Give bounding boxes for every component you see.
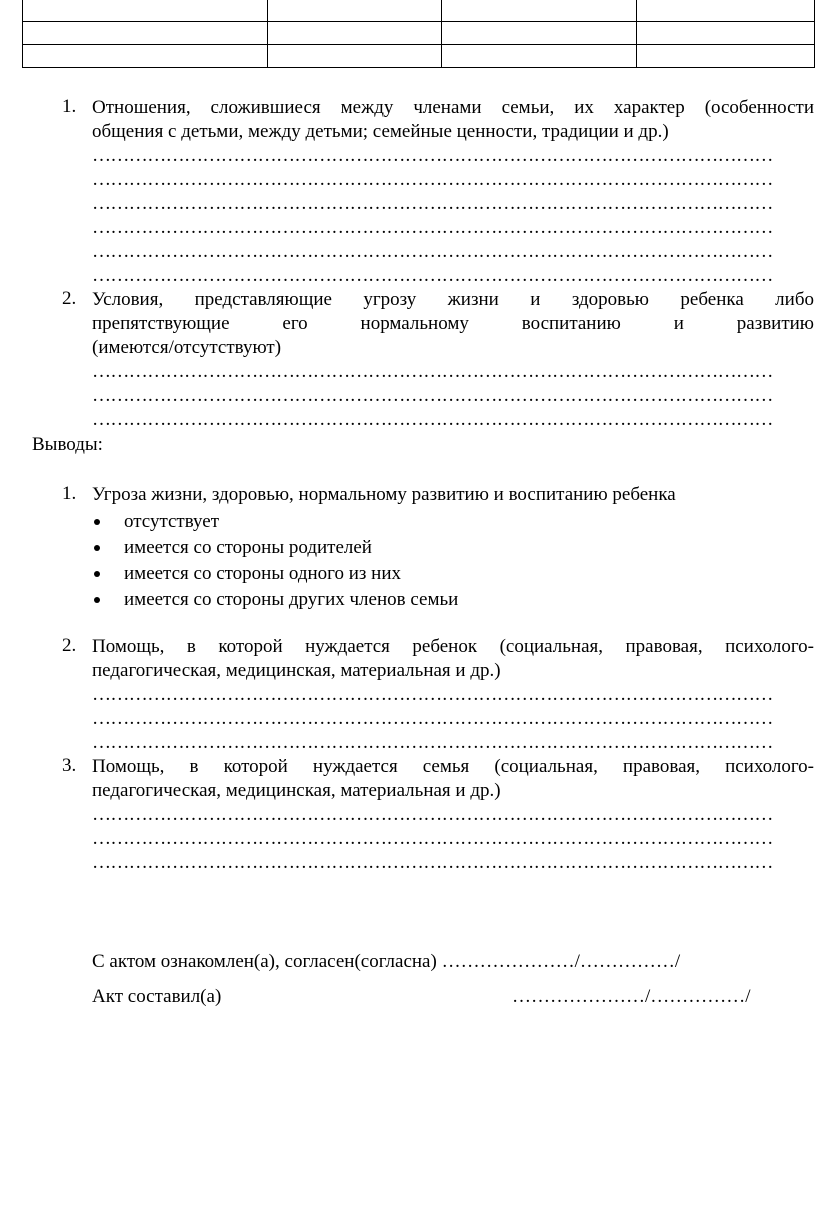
list-item-child-help: [0, 635, 816, 755]
item-text-line: педагогическая, медицинская, материальная и др.): [92, 660, 501, 681]
list-item: имеется со стороны одного из них: [92, 561, 814, 587]
list-item-threat: [0, 483, 816, 613]
item-text-line: педагогическая, медицинская, материальная и др.): [92, 780, 501, 801]
item-text-line: Помощь, в которой нуждается семья (социальная, правовая, психолого-: [92, 756, 814, 777]
item-number: 1.: [62, 483, 77, 504]
fill-in-line: …………………………………………………………………………………………………: [92, 804, 773, 825]
table-cell: [268, 0, 442, 22]
table-cell: [23, 22, 268, 45]
item-text-line: общения с детьми, между детьми; семейные ценности, традиции и др.): [92, 121, 669, 142]
bullet-icon: [94, 545, 100, 551]
item-number: 2.: [62, 288, 77, 309]
table-cell: [637, 45, 815, 68]
fill-in-line: …………………………………………………………………………………………………: [92, 385, 773, 406]
list-item-relations: [0, 96, 816, 288]
bullet-icon: [94, 519, 100, 525]
table-cell: [23, 45, 268, 68]
item-number: 1.: [62, 96, 77, 117]
acknowledgement-signature-blank: …………………/……………/: [441, 951, 681, 972]
table-row: [23, 22, 815, 45]
table-cell: [442, 45, 637, 68]
fill-in-line: …………………………………………………………………………………………………: [92, 732, 773, 753]
fill-in-line: …………………………………………………………………………………………………: [92, 684, 773, 705]
bullet-icon: [94, 571, 100, 577]
fill-in-line: …………………………………………………………………………………………………: [92, 708, 773, 729]
item-text-line: Условия, представляющие угрозу жизни и здоровью ребенка либо: [92, 289, 814, 310]
table-cell: [637, 22, 815, 45]
item-text-line: препятствующие его нормальному воспитанию и развитию: [92, 313, 814, 334]
list-item: отсутствует: [92, 509, 814, 535]
fill-in-line: …………………………………………………………………………………………………: [92, 852, 773, 873]
item-text-line: Отношения, сложившиеся между членами семьи, их характер (особенности: [92, 97, 814, 118]
acknowledgement-label: С актом ознакомлен(а), согласен(согласна): [92, 951, 437, 972]
fill-in-line: …………………………………………………………………………………………………: [92, 169, 773, 190]
fill-in-line: …………………………………………………………………………………………………: [92, 241, 773, 262]
table-cell: [268, 45, 442, 68]
composer-label: Акт составил(а): [92, 986, 222, 1007]
item-text-line: Угроза жизни, здоровью, нормальному развитию и воспитанию ребенка: [92, 484, 676, 505]
composer-signature-blank: …………………/……………/: [512, 986, 751, 1007]
table-cell: [442, 0, 637, 22]
item-text-line: Помощь, в которой нуждается ребенок (социальная, правовая, психолого-: [92, 636, 814, 657]
fill-in-line: …………………………………………………………………………………………………: [92, 145, 773, 166]
conclusions-list: [0, 483, 816, 875]
item-text-line: (имеются/отсутствуют): [92, 337, 282, 358]
table-cell: [268, 22, 442, 45]
conclusions-heading: Выводы:: [32, 434, 103, 455]
item-number: 3.: [62, 755, 77, 776]
list-item: имеется со стороны других членов семьи: [92, 587, 814, 613]
threat-options-list: [92, 509, 814, 613]
table-cell: [442, 22, 637, 45]
table-cell: [23, 0, 268, 22]
bullet-icon: [94, 597, 100, 603]
section-1-list: [0, 96, 816, 432]
fill-in-line: …………………………………………………………………………………………………: [92, 217, 773, 238]
table-row: [23, 45, 815, 68]
fill-in-line: …………………………………………………………………………………………………: [92, 828, 773, 849]
fill-in-line: …………………………………………………………………………………………………: [92, 409, 773, 430]
list-item-family-help: [0, 755, 816, 875]
fill-in-line: …………………………………………………………………………………………………: [92, 193, 773, 214]
list-item: имеется со стороны родителей: [92, 535, 814, 561]
fill-in-line: …………………………………………………………………………………………………: [92, 265, 773, 286]
composer-line: [92, 985, 221, 1009]
header-table: [22, 0, 815, 68]
table-row: [23, 0, 815, 22]
list-item-threat-conditions: [0, 288, 816, 432]
table-cell: [637, 0, 815, 22]
acknowledgement-line: [92, 950, 680, 974]
fill-in-line: …………………………………………………………………………………………………: [92, 361, 773, 382]
item-number: 2.: [62, 635, 77, 656]
